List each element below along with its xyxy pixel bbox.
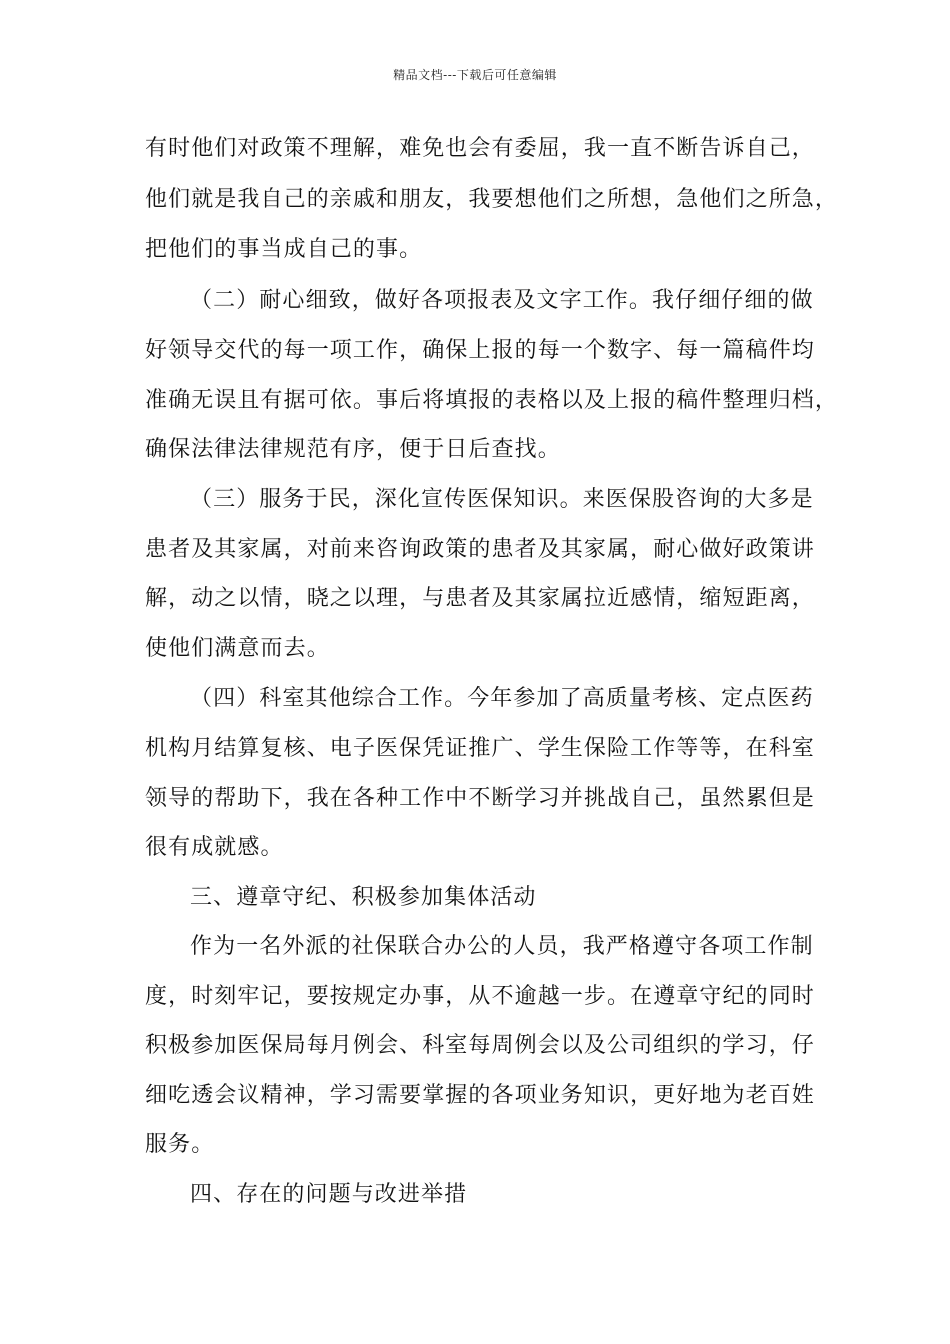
body-line: 很有成就感。	[145, 835, 284, 860]
body-line: 细吃透会议精神，学习需要掌握的各项业务知识，更好地为老百姓	[145, 1083, 815, 1108]
body-line: 服务。	[145, 1132, 215, 1157]
paragraph-first-line: （三）服务于民，深化宣传医保知识。来医保股咨询的大多是	[190, 487, 814, 512]
body-line: 把他们的事当成自己的事。	[145, 237, 423, 262]
body-line: 度，时刻牢记，要按规定办事，从不逾越一步。在遵章守纪的同时	[145, 984, 815, 1009]
body-line: 积极参加医保局每月例会、科室每周例会以及公司组织的学习，仔	[145, 1033, 815, 1058]
paragraph-first-line: 作为一名外派的社保联合办公的人员，我严格遵守各项工作制	[190, 934, 814, 959]
section-heading: 四、存在的问题与改进举措	[190, 1182, 468, 1207]
body-line: 他们就是我自己的亲戚和朋友，我要想他们之所想，急他们之所急，	[145, 187, 839, 212]
body-line: 患者及其家属，对前来咨询政策的患者及其家属，耐心做好政策讲	[145, 537, 815, 562]
section-heading: 三、遵章守纪、积极参加集体活动	[190, 885, 537, 910]
body-line: 领导的帮助下，我在各种工作中不断学习并挑战自己，虽然累但是	[145, 786, 815, 811]
body-line: 准确无误且有据可依。事后将填报的表格以及上报的稿件整理归档，	[145, 388, 839, 413]
body-line: 解，动之以情，晓之以理，与患者及其家属拉近感情，缩短距离，	[145, 586, 815, 611]
body-line: 使他们满意而去。	[145, 636, 330, 661]
body-line: 机构月结算复核、电子医保凭证推广、学生保险工作等等，在科室	[145, 736, 815, 761]
page-header: 精品文档---下载后可任意编辑	[393, 68, 557, 82]
body-line: 确保法律法律规范有序，便于日后查找。	[145, 437, 561, 462]
paragraph-first-line: （四）科室其他综合工作。今年参加了高质量考核、定点医药	[190, 686, 814, 711]
body-line: 好领导交代的每一项工作，确保上报的每一个数字、每一篇稿件均	[145, 338, 815, 363]
paragraph-first-line: （二）耐心细致，做好各项报表及文字工作。我仔细仔细的做	[190, 288, 814, 313]
body-line: 有时他们对政策不理解，难免也会有委屈，我一直不断告诉自己，	[145, 136, 815, 161]
